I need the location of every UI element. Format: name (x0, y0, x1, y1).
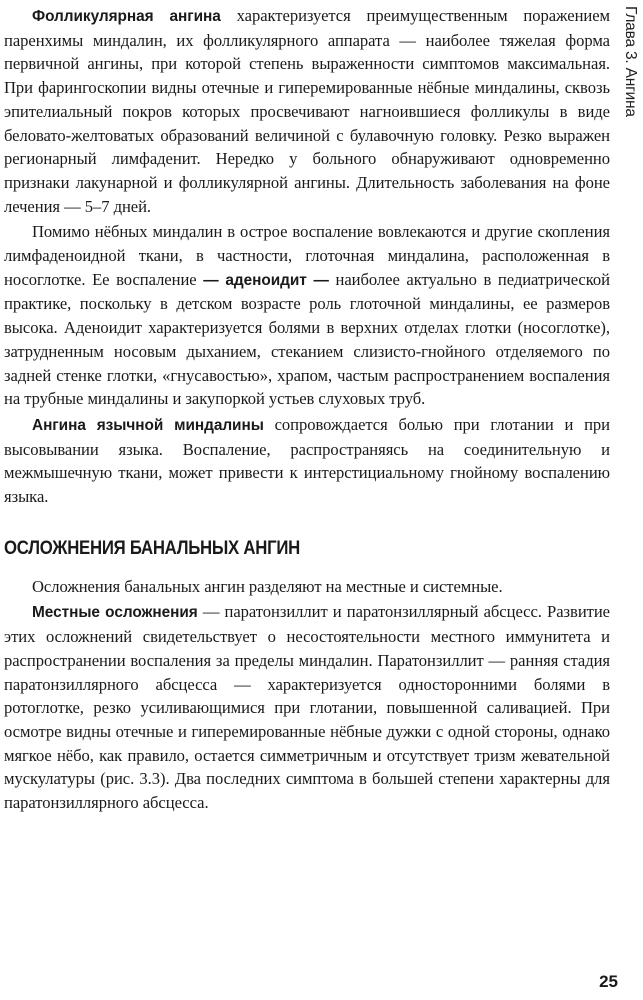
page-number: 25 (599, 972, 618, 991)
paragraph-text: наиболее актуально в педиатрической практике, поскольку в детском возрасте роль глоточной миндалины, ее размеров высока. Аденоидит характеризуется болями в верхних отделах глотки (носоглотке), затрудненным носовым дыханием, стеканием слизисто-гнойного отделяемого по задней стенке глотки, «гнусавостью», храпом, частым распространением воспаления на трубные миндалины и закупоркой устьев слуховых труб. (4, 269, 610, 409)
term-lingual-tonsil-angina: Ангина язычной миндалины (32, 416, 264, 434)
term-local-complications: Местные осложнения (32, 604, 198, 622)
paragraph-lingual-tonsil-angina (4, 413, 610, 509)
running-head-text: Глава 3. Ангина (622, 6, 639, 117)
paragraph-adenoiditis (4, 220, 610, 411)
section-heading: ОСЛОЖНЕНИЯ БАНАЛЬНЫХ АНГИН (4, 536, 300, 559)
page-content (4, 4, 610, 817)
paragraph-text: Помимо нёбных миндалин в острое воспаление вовлекаются и другие скопления лимфаденоидной ткани, в частности, глоточная миндалина, расположенная в носоглотке. Ее воспаление (4, 222, 610, 289)
term-follicular-angina: Фолликулярная ангина (32, 8, 221, 25)
paragraph-local-complications (4, 600, 610, 814)
paragraph-text: — паратонзиллит и паратонзиллярный абсцесс. Развитие этих осложнений свидетельствует о несостоятельности местного иммунитета и распространении воспаления за пределы миндалин. Паратонзиллит — ранняя стадия паратонзиллярного абсцесса — характеризуется односторонними болями в ротоглотке, резко усиливающимися при глотании, повышенной саливацией. При осмотре видны отечные и гиперемированные нёбные дужки с одной стороны, однако мягкое нёбо, как правило, остается симметричным и отсутствует тризм жевательной мускулатуры (рис. 3.3). Два последних симптома в большей степени характерны для паратонзиллярного абсцесса. (4, 602, 610, 813)
term-adenoiditis: — аденоидит — (203, 271, 329, 289)
paragraph-text: сопровождается болью при глотании и при высовывании языка. Воспаление, распространяясь на соединительную и межмышечную ткани, может привести к интерстициальному гнойному воспалению языка. (4, 414, 610, 507)
paragraph-complications-intro (4, 575, 610, 599)
running-head (619, 6, 641, 176)
paragraph-text: Осложнения банальных ангин разделяют на местные и системные. (32, 576, 503, 596)
paragraph-follicular-angina (4, 4, 610, 218)
paragraph-text: характеризуется преимущественным поражением паренхимы миндалин, их фолликулярного аппарата — наиболее тяжелая форма первичной ангины, при которой степень выраженности симптомов максимальная. При фарингоскопии видны отечные и гиперемированные нёбные миндалины, сквозь эпителиальный покров которых просвечивают нагноившиеся фолликулы в виде беловато-желтоватых образований величиной с булавочную головку. Резко выражен регионарный лимфаденит. Нередко у больного обнаруживают одновременно признаки лакунарной и фолликулярной ангины. Длительность заболевания на фоне лечения — 5–7 дней. (4, 6, 610, 216)
